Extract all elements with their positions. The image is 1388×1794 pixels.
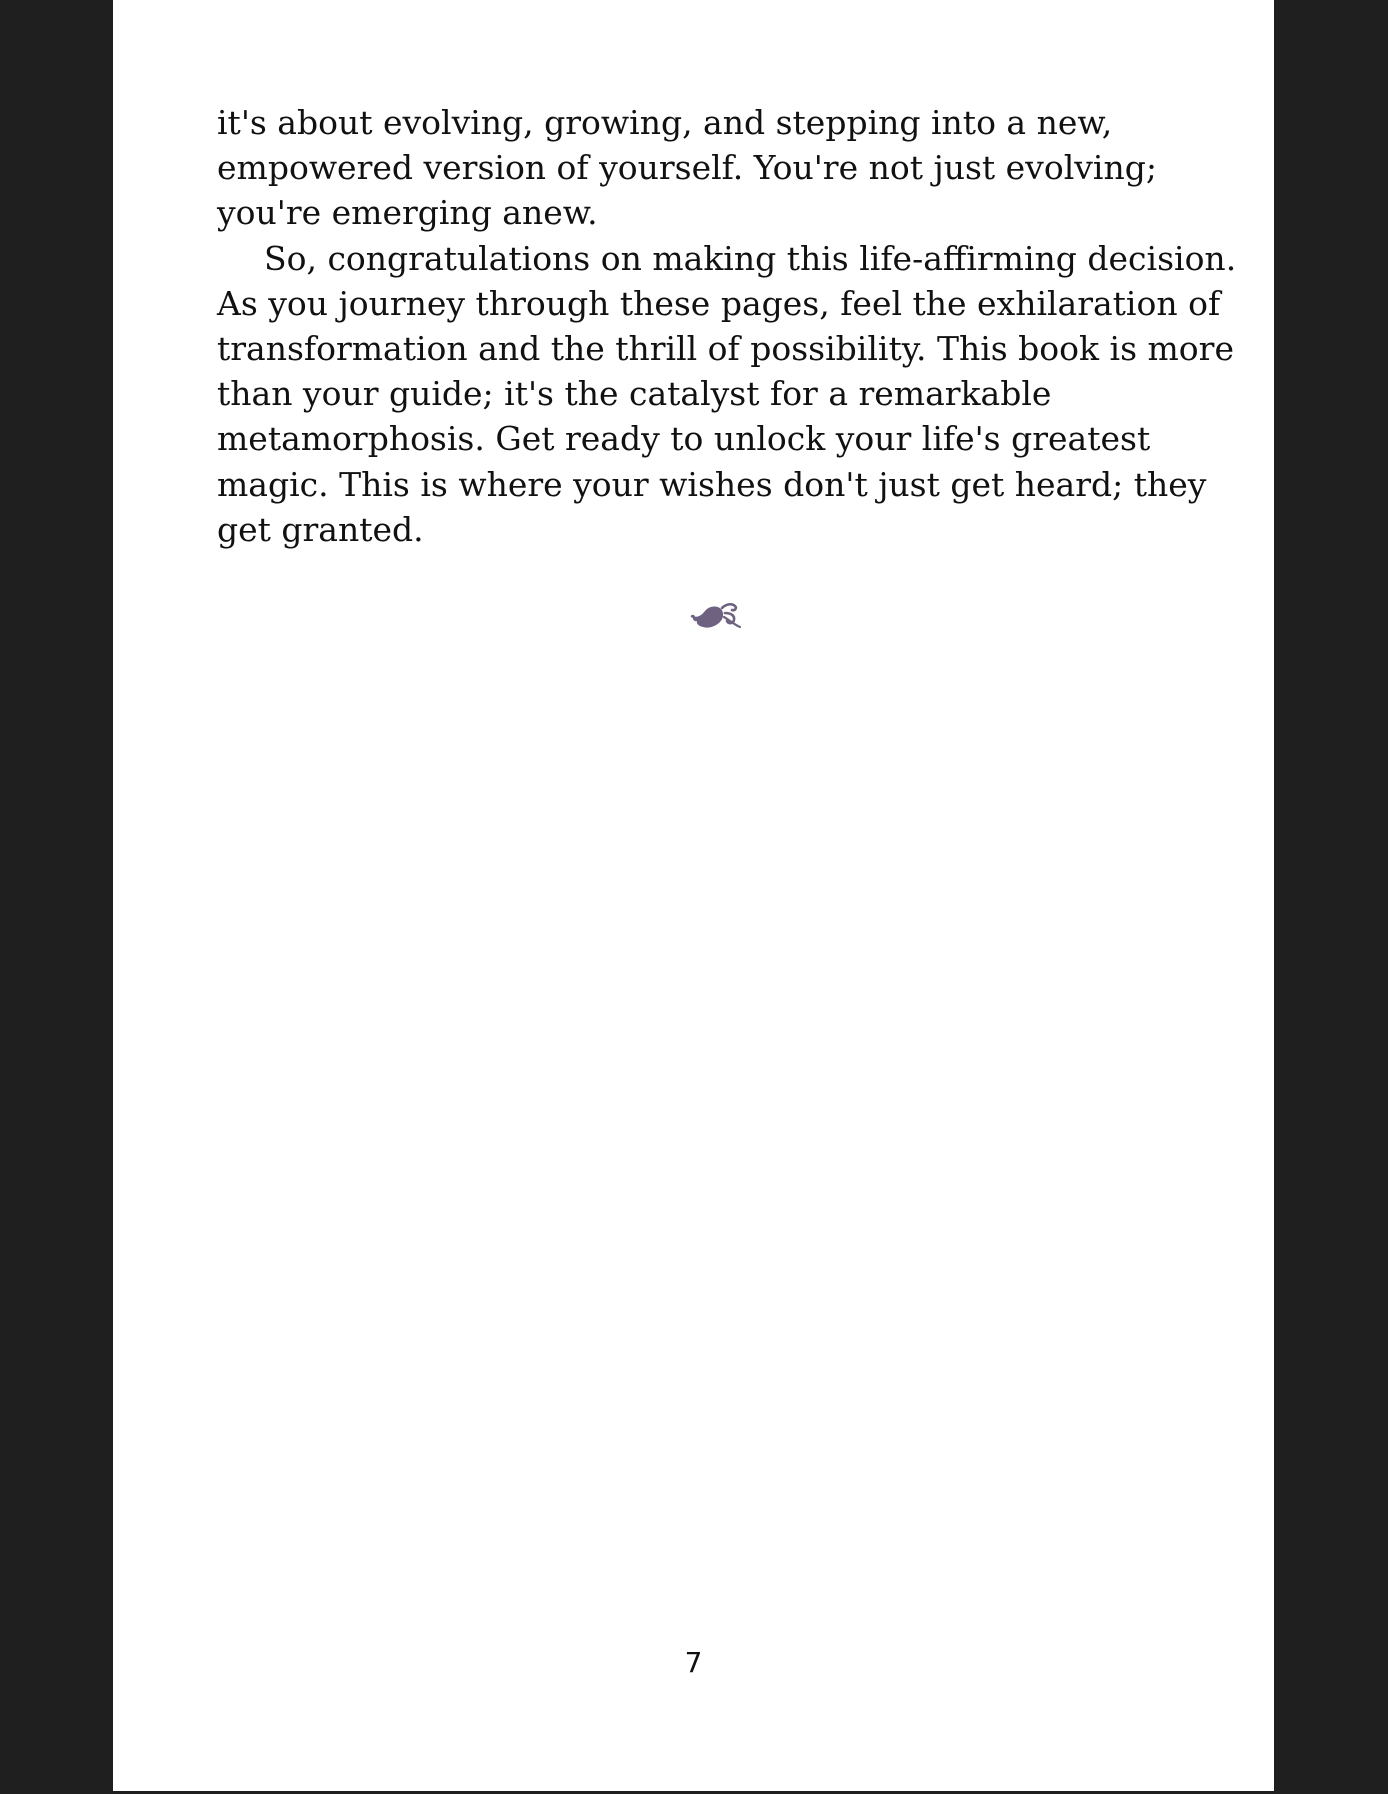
text-line: than your guide; it's the catalyst for a remarkable: [217, 374, 1052, 414]
text-line: you're emerging anew.: [217, 193, 598, 233]
text-line: transformation and the thrill of possibility. This book is more: [217, 329, 1234, 369]
text-line: magic. This is where your wishes don't just get heard; they: [217, 464, 1207, 504]
text-line: it's about evolving, growing, and stepping into a new,: [217, 103, 1113, 142]
text-line: empowered version of yourself. You're not just evolving;: [217, 148, 1157, 188]
text-line-indented: [217, 236, 1237, 281]
book-page: [113, 0, 1274, 1791]
text-line: As you journey through these pages, feel the exhilaration of: [217, 283, 1221, 323]
body-text: [217, 100, 1237, 552]
text-line: metamorphosis. Get ready to unlock your life's greatest: [217, 419, 1151, 459]
heart-flourish-icon: [689, 596, 749, 636]
text-line: get granted.: [217, 509, 424, 549]
page-number: 7: [684, 1646, 703, 1679]
text-line: So, congratulations on making this life-affirming decision.: [264, 238, 1237, 278]
